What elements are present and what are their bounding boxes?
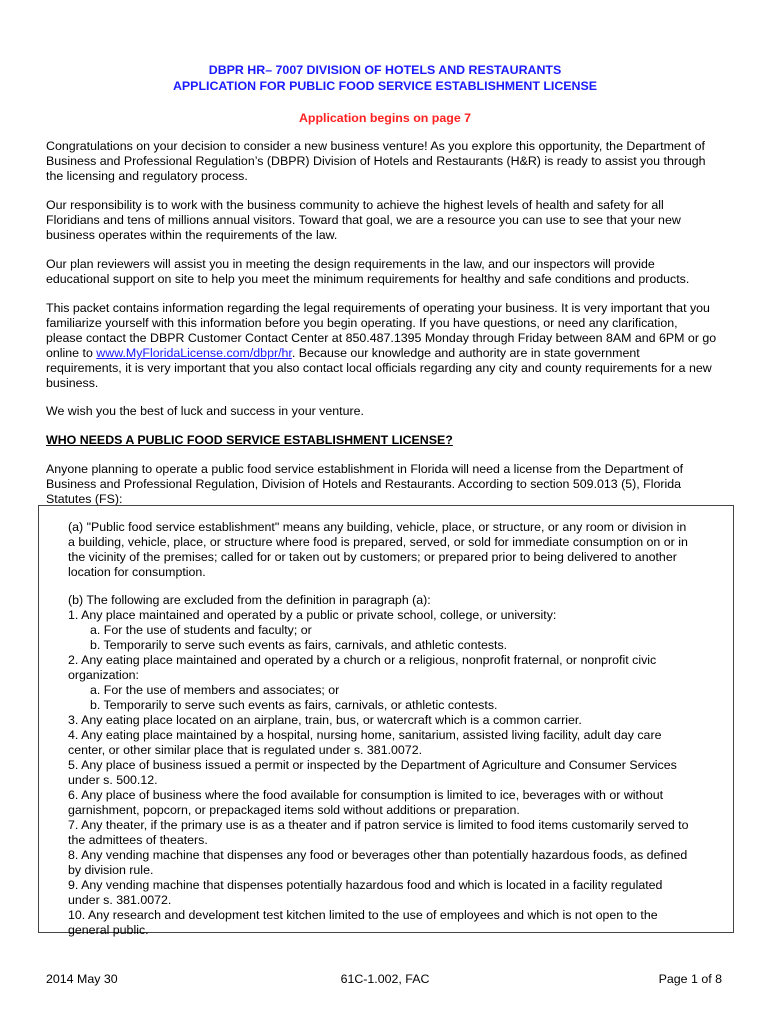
exclusion-item: by division rule. [68, 863, 154, 877]
text-line: Congratulations on your decision to consider a new business venture! As you explore this opportunity, the Department of [46, 139, 705, 153]
exclusion-item: b. Temporarily to serve such events as fairs, carnivals, and athletic contests. [90, 638, 508, 652]
text-line: business operates within the requirements of the law. [46, 228, 338, 242]
footer-date: 2014 May 30 [46, 972, 118, 986]
document-title-line2: APPLICATION FOR PUBLIC FOOD SERVICE ESTABLISHMENT LICENSE [172, 79, 598, 93]
exclusion-item: organization: [68, 668, 139, 682]
statute-box [38, 505, 734, 937]
closing-text [46, 404, 736, 419]
exclusion-item: 3. Any eating place located on an airplane, train, bus, or watercraft which is a common carrier. [68, 713, 582, 727]
text-line: educational support on site to help you meet the minimum requirements for healthy and safe conditions and products. [46, 272, 690, 286]
exclusion-item: under s. 381.0072. [68, 893, 172, 907]
text-line: please contact the DBPR Customer Contact Center at 850.487.1395 Monday through Friday between 8AM and 6PM or go [46, 331, 717, 345]
section-intro [46, 462, 736, 507]
footer-page-number: Page 1 of 8 [658, 972, 722, 986]
text-line: location for consumption. [68, 565, 206, 579]
exclusion-item: (b) The following are excluded from the definition in paragraph (a): [68, 593, 431, 607]
exclusion-item: garnishment, popcorn, or prepackaged items sold without additions or preparation. [68, 803, 520, 817]
paragraph-packet [46, 301, 736, 391]
link-prefix: online to [46, 346, 97, 360]
text-line: the vicinity of the premises; called for or taken out by customers; or prepared prior to being delivered to another [68, 550, 677, 564]
text-line: This packet contains information regarding the legal requirements of operating your business. It is very important that you [46, 301, 710, 315]
paragraph-plan-reviewers [46, 257, 736, 287]
paragraph-responsibility [46, 198, 736, 243]
exclusion-item: 10. Any research and development test kitchen limited to the use of employees and which is not open to the [68, 908, 658, 922]
text-line: the licensing and regulatory process. [46, 169, 248, 183]
dbpr-website-link[interactable]: www.MyFloridaLicense.com/dbpr/hr [96, 346, 292, 360]
text-line: business. [46, 376, 99, 390]
exclusion-item: general public. [68, 923, 149, 937]
text-line: Our plan reviewers will assist you in meeting the design requirements in the law, and our inspectors will provide [46, 257, 655, 271]
text-line: Business and Professional Regulation, Division of Hotels and Restaurants. According to section 509.013 (5), Florida [46, 477, 682, 491]
text-line: a building, vehicle, place, or structure where food is prepared, served, or sold for immediate consumption on or in [68, 535, 688, 549]
text-line: familiarize yourself with this information before you begin operating. If you have questions, or need any clarification, [46, 316, 678, 330]
section-heading [46, 433, 736, 448]
exclusions-b [68, 593, 728, 938]
text-line: requirements, it is very important that you also contact local officials regarding any city and county requirements for a new [46, 361, 712, 375]
exclusion-item: a. For the use of members and associates; or [90, 683, 340, 697]
exclusion-item: 7. Any theater, if the primary use is as a theater and if patron service is limited to food items customarily served to [68, 818, 689, 832]
exclusion-item: 6. Any place of business where the food available for consumption is limited to ice, beverages with or without [68, 788, 664, 802]
document-title-line1: DBPR HR– 7007 DIVISION OF HOTELS AND RESTAURANTS [208, 63, 562, 77]
text-line: Anyone planning to operate a public food service establishment in Florida will need a license from the Department of [46, 462, 684, 476]
text-line: (a) "Public food service establishment" means any building, vehicle, place, or structure, or any room or division in [68, 520, 687, 534]
text-line: Our responsibility is to work with the business community to achieve the highest levels of health and safety for all [46, 198, 664, 212]
exclusion-item: the admittees of theaters. [68, 833, 208, 847]
paragraph-intro [46, 139, 736, 184]
exclusion-item: b. Temporarily to serve such events as fairs, carnivals, or athletic contests. [90, 698, 498, 712]
exclusion-item: a. For the use of students and faculty; or [90, 623, 312, 637]
text-line: Floridians and tens of millions annual visitors. Toward that goal, we are a resource you can use to see that your new [46, 213, 681, 227]
text-line: Business and Professional Regulation’s (DBPR) Division of Hotels and Restaurants (H&R) is ready to assist you through [46, 154, 706, 168]
exclusion-item: 5. Any place of business issued a permit or inspected by the Department of Agriculture and Consumer Services [68, 758, 677, 772]
link-suffix: . Because our knowledge and authority are in state government [291, 346, 640, 360]
section-heading-text: WHO NEEDS A PUBLIC FOOD SERVICE ESTABLISHMENT LICENSE? [46, 433, 453, 447]
exclusion-item: 1. Any place maintained and operated by a public or private school, college, or university: [68, 608, 557, 622]
exclusion-item: center, or other similar place that is regulated under s. 381.0072. [68, 743, 423, 757]
application-notice: Application begins on page 7 [298, 111, 472, 125]
exclusion-item: 2. Any eating place maintained and operated by a church or a religious, nonprofit fraternal, or nonprofit civic [68, 653, 657, 667]
exclusion-item: 8. Any vending machine that dispenses any food or beverages other than potentially hazardous foods, as defined [68, 848, 688, 862]
exclusion-item: 9. Any vending machine that dispenses potentially hazardous food and which is located in a facility regulated [68, 878, 663, 892]
footer-rule: 61C-1.002, FAC [340, 972, 430, 986]
exclusion-item: 4. Any eating place maintained by a hospital, nursing home, sanitarium, assisted living facility, adult day care [68, 728, 662, 742]
closing-line: We wish you the best of luck and success in your venture. [46, 404, 364, 418]
definition-a [68, 520, 728, 580]
text-line: Statutes (FS): [46, 492, 123, 506]
exclusion-item: under s. 500.12. [68, 773, 158, 787]
